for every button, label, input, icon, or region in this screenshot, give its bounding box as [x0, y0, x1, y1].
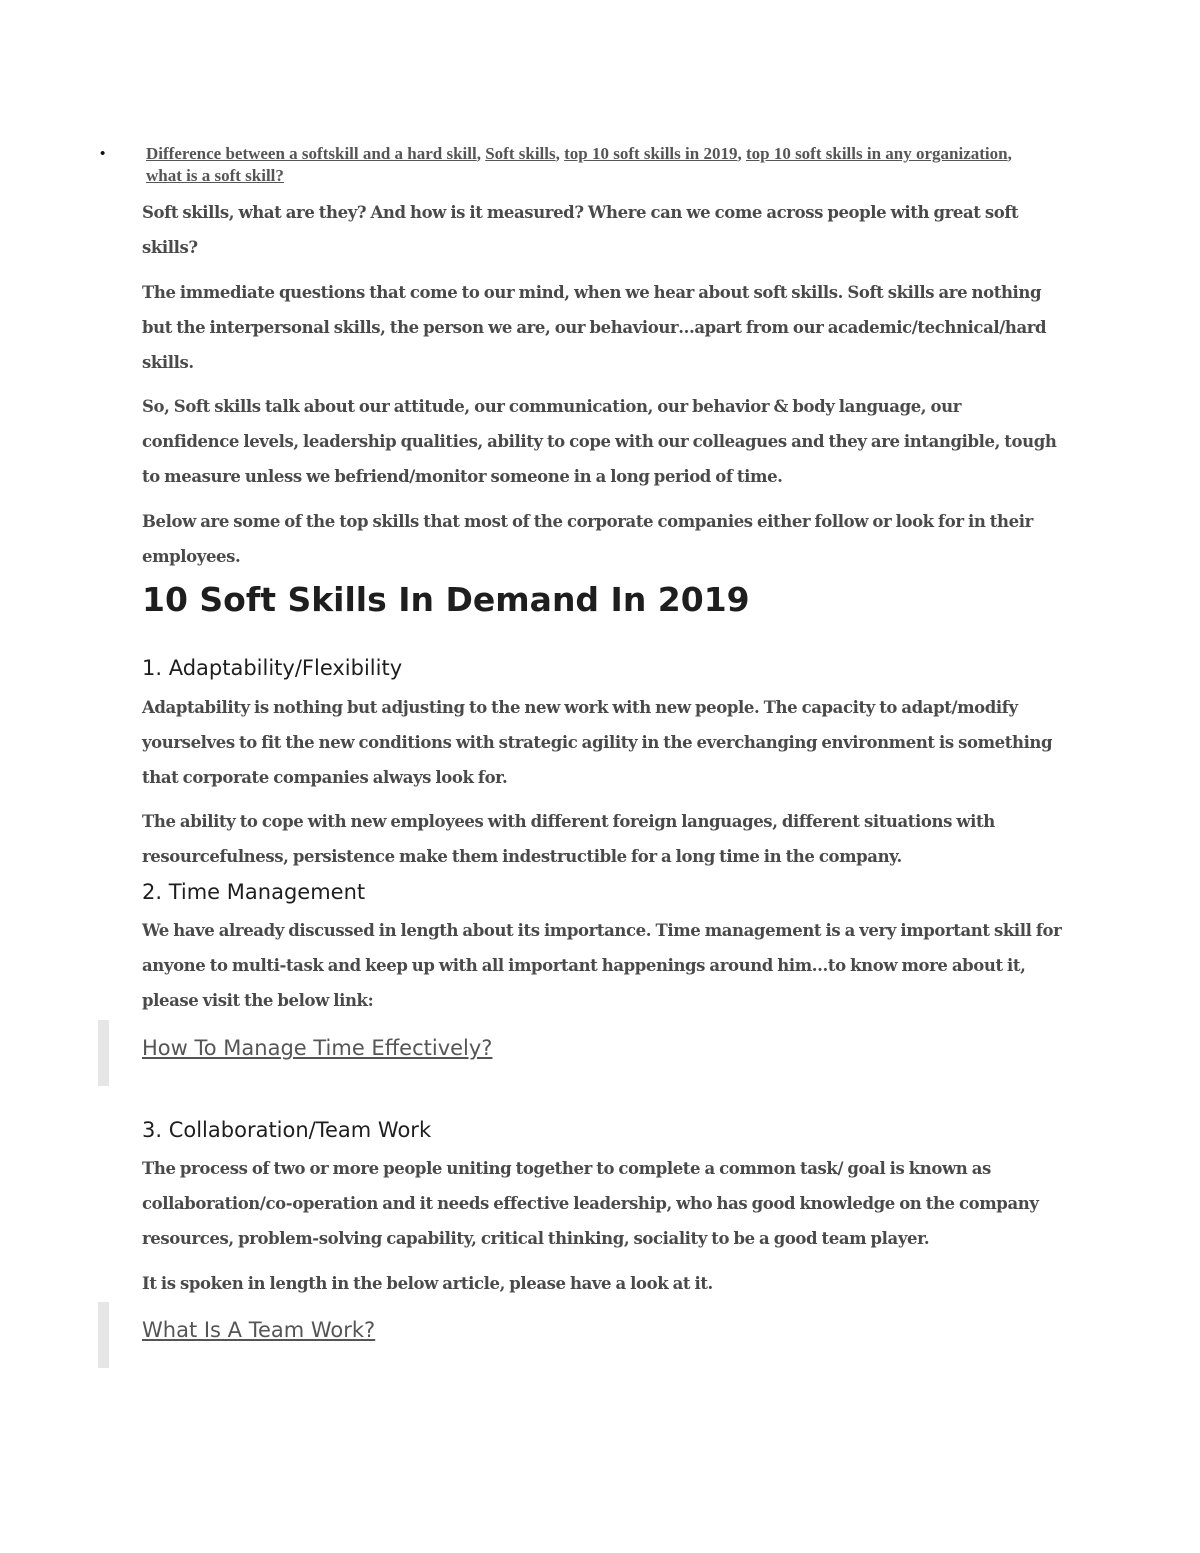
intro-paragraph: So, Soft skills talk about our attitude, our communication, our behavior & body language, our confidence levels, leadership qualities, ability to cope with our colleagues and they are intangible, tough to measure unless we befriend/monitor someone in a long period of time.: [142, 397, 1057, 486]
tag-link[interactable]: top 10 soft skills in any organization: [745, 144, 1008, 163]
tag-separator: ,: [476, 144, 486, 163]
tag-link[interactable]: Difference between a softskill and a hard skill: [146, 144, 477, 163]
section-paragraph: It is spoken in length in the below article, please have a look at it.: [142, 1274, 713, 1293]
intro-paragraph-2-block: [142, 275, 1062, 380]
section-paragraph: The process of two or more people uniting together to complete a common task/ goal is known as collaboration/co-operation and it needs effective leadership, who has good knowledge on the company resources, problem-solving capability, critical thinking, sociality to be a good team player.: [142, 1159, 1039, 1248]
main-heading-block: [142, 578, 1062, 622]
time-management-link[interactable]: How To Manage Time Effectively?: [142, 1036, 493, 1060]
bullet-icon: •: [100, 146, 106, 162]
page-title: 10 Soft Skills In Demand In 2019: [142, 580, 750, 619]
intro-paragraph: Soft skills, what are they? And how is it measured? Where can we come across people with great soft skills?: [142, 203, 1019, 257]
team-work-link[interactable]: What Is A Team Work?: [142, 1318, 376, 1342]
section-1-paragraph-1-block: [142, 690, 1062, 795]
section-heading: 3. Collaboration/Team Work: [142, 1118, 432, 1142]
section-1-paragraph-2-block: [142, 804, 1062, 874]
section-paragraph: Adaptability is nothing but adjusting to the new work with new people. The capacity to adapt/modify yourselves to fit the new conditions with strategic agility in the everchanging environment is something that corporate companies always look for.: [142, 698, 1053, 787]
intro-paragraph-1-block: [142, 195, 1062, 265]
tag-separator: ,: [737, 144, 746, 163]
section-3-paragraph-2-block: [142, 1266, 1062, 1301]
section-2-paragraph-1-block: [142, 913, 1062, 1018]
intro-paragraph: Below are some of the top skills that most of the corporate companies either follow or look for in their employees.: [142, 512, 1033, 566]
section-heading: 2. Time Management: [142, 880, 366, 904]
tag-link[interactable]: Soft skills: [485, 144, 556, 163]
intro-paragraph-3-block: [142, 389, 1062, 494]
section-paragraph: The ability to cope with new employees with different foreign languages, different situations with resourcefulness, persistence make them indestructible for a long time in the company.: [142, 812, 995, 866]
intro-paragraph-4-block: [142, 504, 1062, 574]
section-3-paragraph-1-block: [142, 1151, 1062, 1256]
section-paragraph: We have already discussed in length about its importance. Time management is a very important skill for anyone to multi-task and keep up with all important happenings around him…to know more about it, please visit the below link:: [142, 921, 1062, 1010]
tag-link[interactable]: what is a soft skill?: [146, 166, 284, 185]
tag-links: [146, 143, 1040, 187]
section-3-heading-block: [142, 1115, 1062, 1145]
link-blockquote: [98, 1020, 1039, 1086]
tag-link[interactable]: top 10 soft skills in 2019: [564, 144, 738, 163]
section-2-heading-block: [142, 877, 1062, 907]
tag-separator: ,: [1007, 144, 1012, 163]
section-heading: 1. Adaptability/Flexibility: [142, 656, 403, 680]
tag-separator: ,: [555, 144, 565, 163]
intro-paragraph: The immediate questions that come to our mind, when we hear about soft skills. Soft skills are nothing but the interpersonal skills, the person we are, our behaviour…apart from our academic/technical/hard skills.: [142, 283, 1047, 372]
link-blockquote: [98, 1302, 1039, 1368]
section-1-heading-block: [142, 653, 1062, 683]
tag-list: [100, 143, 1040, 187]
